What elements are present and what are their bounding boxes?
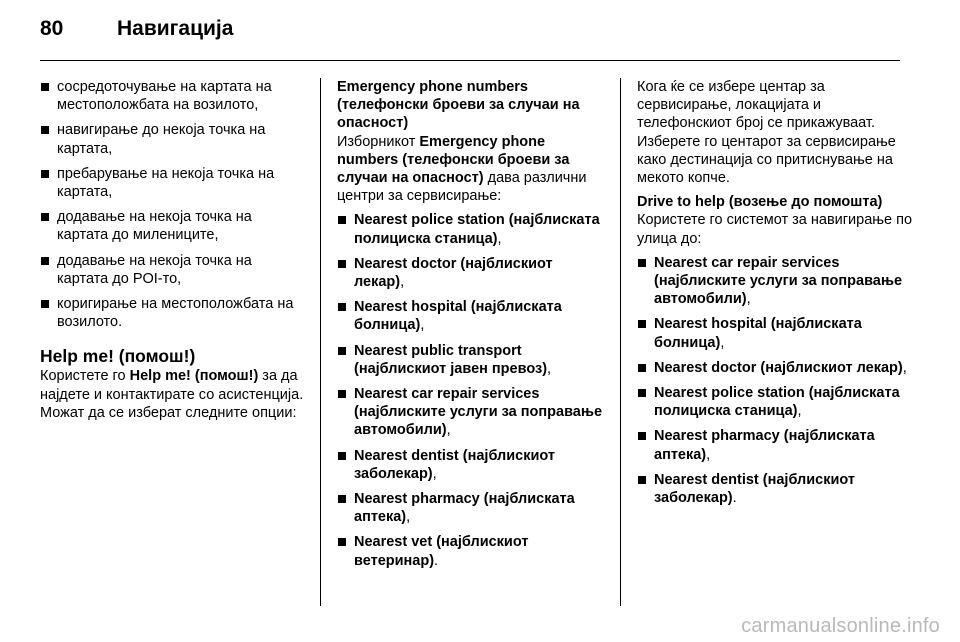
bullet-icon (41, 257, 49, 265)
list-item: сосредоточување на картата на местоположбата на возилото, (40, 78, 306, 114)
bullet-icon (638, 364, 646, 372)
emergency-intro: Изборникот Emergency phone numbers (телефонски броеви за случаи на опасност) дава различни центри за сервисирање: (337, 133, 587, 205)
bullet-icon (338, 260, 346, 268)
list-item: Nearest dentist (најблискиот заболекар), (337, 447, 605, 483)
header-rule (40, 60, 900, 61)
list-item: коригирање на местоположбата на возилото. (40, 295, 306, 331)
bullet-icon (338, 390, 346, 398)
list-item: Nearest car repair services (најблиските услуги за поправање автомобили), (637, 254, 915, 309)
bullet-icon (638, 320, 646, 328)
bullet-icon (338, 303, 346, 311)
list-item: додавање на некоја точка на картата до милениците, (40, 208, 306, 244)
bullet-icon (638, 476, 646, 484)
emergency-heading: Emergency phone numbers (телефонски броеви за случаи на опасност) (337, 79, 580, 132)
bullet-icon (41, 126, 49, 134)
list-item: Nearest doctor (најблискиот лекар), (637, 359, 915, 377)
bullet-icon (338, 347, 346, 355)
bullet-icon (638, 259, 646, 267)
emergency-options-list (337, 211, 605, 569)
bullet-icon (638, 432, 646, 440)
list-item: Nearest hospital (најблиската болница), (337, 298, 605, 334)
list-item: Nearest dentist (најблискиот заболекар). (637, 471, 915, 507)
drive-to-help-paragraph: Користете го системот за навигирање по улица до: (637, 212, 913, 247)
bullet-icon (338, 538, 346, 546)
help-paragraph: Користете го Help me! (помош!) за да најдете и контактирате со асистенција. Можат да се изберат следните опции: (40, 368, 304, 421)
help-heading: Help me! (помош!) (40, 346, 196, 367)
page-title: Навигација (117, 17, 234, 40)
drive-to-help-list (637, 254, 915, 507)
list-item: додавање на некоја точка на картата до POI-то, (40, 252, 306, 288)
bullet-icon (41, 213, 49, 221)
drive-to-help-heading: Drive to help (возење до помошта) (637, 194, 883, 211)
column-divider-right (620, 78, 621, 606)
column-divider-left (320, 78, 321, 606)
column-2 (337, 78, 605, 577)
map-options-list (40, 78, 306, 331)
page-header (0, 0, 960, 62)
bullet-icon (41, 300, 49, 308)
bullet-icon (338, 452, 346, 460)
watermark: carmanualsonline.info (741, 615, 940, 637)
list-item: Nearest public transport (најблискиот јавен превоз), (337, 342, 605, 378)
list-item: пребарување на некоја точка на картата, (40, 165, 306, 201)
column-1 (40, 78, 306, 428)
bullet-icon (41, 170, 49, 178)
list-item: Nearest doctor (најблискиот лекар), (337, 255, 605, 291)
bullet-icon (41, 83, 49, 91)
list-item: Nearest pharmacy (најблиската аптека), (637, 427, 915, 463)
list-item: Nearest car repair services (најблиските услуги за поправање автомобили), (337, 385, 605, 440)
column-3 (637, 78, 915, 514)
page-number: 80 (40, 17, 64, 40)
bullet-icon (338, 495, 346, 503)
service-center-paragraph: Кога ќе се избере центар за сервисирање, локацијата и телефонскиот број се прикажуваат. Изберете го центарот за сервисирање како дестинација со притиснување на мекото копче. (637, 79, 896, 187)
list-item: Nearest vet (најблискиот ветеринар). (337, 533, 605, 569)
bullet-icon (338, 216, 346, 224)
list-item: Nearest pharmacy (најблиската аптека), (337, 490, 605, 526)
bullet-icon (638, 389, 646, 397)
list-item: навигирање до некоја точка на картата, (40, 121, 306, 157)
list-item: Nearest hospital (најблиската болница), (637, 315, 915, 351)
list-item: Nearest police station (најблиската полициска станица), (637, 384, 915, 420)
list-item: Nearest police station (најблиската полициска станица), (337, 211, 605, 247)
